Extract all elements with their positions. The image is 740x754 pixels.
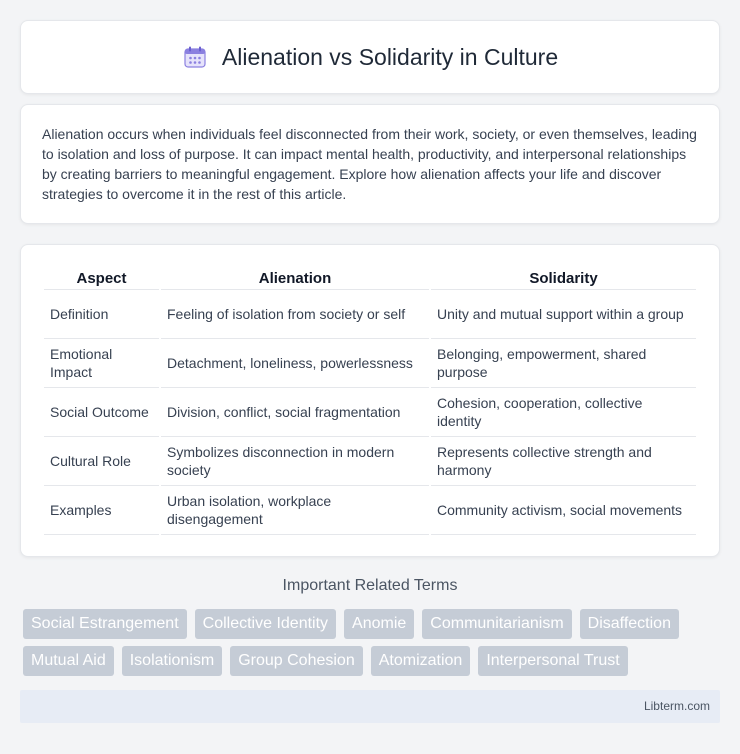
table-header-row — [44, 263, 696, 290]
related-terms-heading: Important Related Terms — [282, 577, 458, 594]
table-row — [44, 388, 696, 437]
tag-interpersonal-trust[interactable]: Interpersonal Trust — [478, 646, 627, 676]
comparison-table — [42, 263, 698, 535]
table-cell: Detachment, loneliness, powerlessness — [161, 339, 429, 388]
tag-disaffection[interactable]: Disaffection — [580, 609, 679, 639]
table-cell: Division, conflict, social fragmentation — [161, 388, 429, 437]
title-card — [20, 20, 720, 94]
tag-atomization[interactable]: Atomization — [371, 646, 471, 676]
tag-anomie[interactable]: Anomie — [344, 609, 414, 639]
table-cell: Belonging, empowerment, shared purpose — [431, 339, 696, 388]
calendar-icon — [182, 44, 208, 70]
table-cell: Definition — [44, 290, 159, 339]
footer-site-link[interactable]: Libterm.com — [643, 699, 710, 713]
table-cell: Examples — [44, 486, 159, 535]
table-cell: Cohesion, cooperation, collective identity — [431, 388, 696, 437]
table-cell: Cultural Role — [44, 437, 159, 486]
comparison-card — [20, 244, 720, 557]
table-cell: Social Outcome — [44, 388, 159, 437]
tag-collective-identity[interactable]: Collective Identity — [195, 609, 336, 639]
page-title: Alienation vs Solidarity in Culture — [221, 43, 559, 70]
table-cell: Feeling of isolation from society or self — [161, 290, 429, 339]
related-terms-list — [23, 609, 723, 676]
table-cell: Emotional Impact — [44, 339, 159, 388]
intro-paragraph: Alienation occurs when individuals feel disconnected from their work, society, or even themselves, leading to isolation and loss of purpose. It can impact mental health, productivity, and interpersonal relationships by creating barriers to meaningful engagement. Explore how alienation affects your life and discover strategies to overcome it in the rest of this article. — [42, 126, 697, 202]
table-row — [44, 290, 696, 339]
table-cell: Unity and mutual support within a group — [431, 290, 696, 339]
table-row — [44, 437, 696, 486]
header-aspect: Aspect — [44, 263, 159, 290]
header-solidarity: Solidarity — [431, 263, 696, 290]
tag-social-estrangement[interactable]: Social Estrangement — [23, 609, 187, 639]
table-row — [44, 339, 696, 388]
tag-communitarianism[interactable]: Communitarianism — [422, 609, 571, 639]
tag-group-cohesion[interactable]: Group Cohesion — [230, 646, 363, 676]
footer — [20, 690, 720, 723]
table-cell: Urban isolation, workplace disengagement — [161, 486, 429, 535]
table-cell: Represents collective strength and harmony — [431, 437, 696, 486]
header-alienation: Alienation — [161, 263, 429, 290]
tag-isolationism[interactable]: Isolationism — [122, 646, 222, 676]
table-row — [44, 486, 696, 535]
table-cell: Community activism, social movements — [431, 486, 696, 535]
intro-card — [20, 104, 720, 224]
tag-mutual-aid[interactable]: Mutual Aid — [23, 646, 114, 676]
table-cell: Symbolizes disconnection in modern society — [161, 437, 429, 486]
